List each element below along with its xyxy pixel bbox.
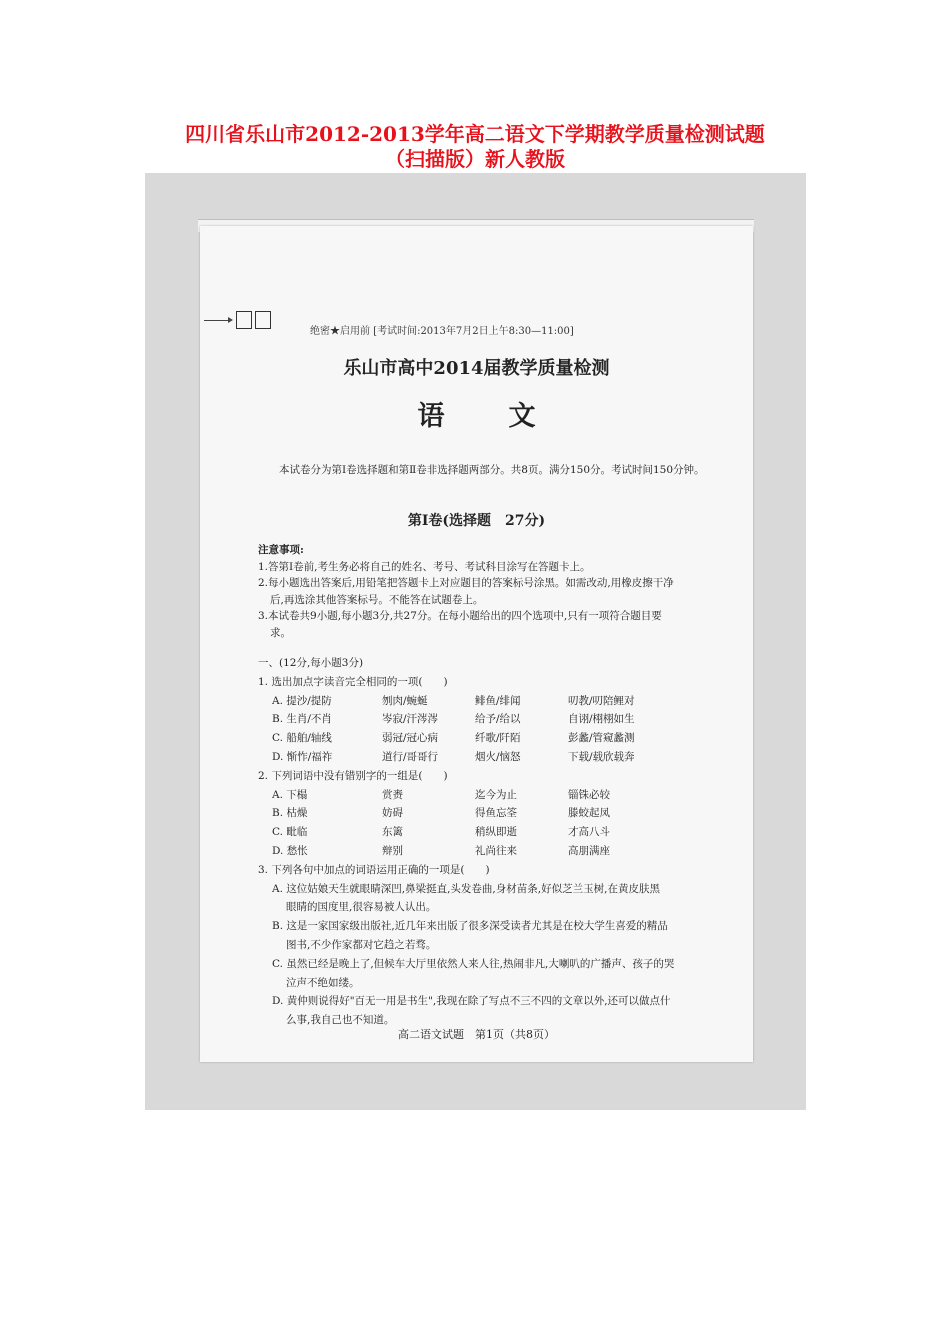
option-cell: 高朋满座	[568, 844, 610, 857]
option-cell: D. 愁怅	[272, 844, 308, 857]
binding-mark	[204, 310, 271, 330]
option-cell: C. 船舶/轴线	[272, 732, 332, 745]
option-cell: 礼尚往来	[475, 844, 517, 857]
option-text-cont: 眼睛的国度里,很容易被人认出。	[286, 901, 437, 914]
question-3-stem: 3. 下列各句中加点的词语运用正确的一项是( )	[258, 863, 490, 876]
option-cell: 辩别	[382, 844, 403, 857]
option-cell: 烟火/恼怒	[475, 750, 521, 763]
subject-title: 语文	[417, 401, 600, 432]
option-cell: 自诩/栩栩如生	[568, 713, 635, 726]
option-cell: 稍纵即逝	[475, 826, 517, 839]
option-text: C. 虽然已经是晚上了,但候车大厅里依然人来人往,热闹非凡,大喇叭的广播声、孩子的哭	[272, 957, 675, 970]
section-heading: 第Ⅰ卷(选择题 27分)	[407, 513, 546, 529]
part1-heading: 一、(12分,每小题3分)	[258, 657, 364, 669]
exam-paper	[200, 226, 753, 1062]
option-cell: 纤歌/阡陌	[475, 732, 521, 745]
option-cell: 才高八斗	[568, 826, 610, 839]
document-title	[0, 122, 950, 172]
exam-title: 乐山市高中2014届教学质量检测	[343, 358, 610, 379]
question-2-option-c	[258, 823, 728, 842]
note-item: 后,再选涂其他答案标号。不能答在试题卷上。	[270, 593, 484, 606]
option-cell: 得鱼忘筌	[475, 807, 517, 820]
question-1-option-b	[258, 710, 728, 729]
option-cell: 叨教/叨陪鲤对	[568, 694, 635, 707]
option-cell: 滕蛟起凤	[568, 807, 610, 820]
option-text-cont: 泣声不绝如缕。	[286, 976, 360, 989]
document-title-line1: 四川省乐山市2012-2013学年高二语文下学期教学质量检测试题	[185, 122, 765, 146]
square-icon	[236, 311, 252, 329]
option-text-cont: 么事,我自己也不知道。	[286, 1014, 395, 1027]
option-cell: 妨碍	[382, 807, 403, 820]
question-2-option-d	[258, 842, 728, 861]
option-cell: 彭蠡/管窥蠡测	[568, 732, 635, 745]
option-text: B. 这是一家国家级出版社,近几年来出版了很多深受读者尤其是在校大学生喜爱的精品	[272, 920, 668, 933]
note-item: 2.每小题选出答案后,用铅笔把答题卡上对应题目的答案标号涂黑。如需改动,用橡皮擦干净	[258, 577, 674, 589]
question-1-option-a	[258, 692, 728, 711]
question-1-stem: 1. 选出加点字读音完全相同的一项( )	[258, 675, 448, 688]
option-cell: B. 枯燥	[272, 807, 308, 820]
question-2-option-a	[258, 786, 728, 805]
question-1-option-c	[258, 729, 728, 748]
notes-heading: 注意事项:	[258, 544, 304, 556]
option-cell: 迄今为止	[475, 788, 517, 801]
option-text-cont: 图书,不少作家都对它趋之若骛。	[286, 938, 437, 951]
option-cell: 锱铢必较	[568, 788, 610, 801]
note-item: 求。	[270, 626, 291, 639]
question-2-stem: 2. 下列词语中没有错别字的一组是( )	[258, 769, 448, 782]
note-item: 3.本试卷共9小题,每小题3分,共27分。在每小题给出的四个选项中,只有一项符合题目要	[258, 610, 662, 622]
question-3-option-a	[258, 880, 728, 918]
question-3-option-c	[258, 955, 728, 993]
question-3-option-b	[258, 917, 728, 955]
option-cell: 下载/载欣载奔	[568, 750, 635, 763]
option-cell: 赏赉	[382, 788, 403, 801]
question-3-option-d	[258, 992, 728, 1030]
option-text: A. 这位姑娘天生就眼睛深凹,鼻梁挺直,头发卷曲,身材苗条,好似芝兰玉树,在黄皮肤黑	[272, 882, 660, 895]
option-cell: C. 毗临	[272, 826, 308, 839]
option-cell: A. 下榻	[272, 788, 308, 801]
option-cell: 岑寂/汗涔涔	[382, 713, 439, 726]
exam-intro: 本试卷分为第Ⅰ卷选择题和第Ⅱ卷非选择题两部分。共8页。满分150分。考试时间150分钟。	[279, 464, 705, 476]
arrow-right-icon	[228, 317, 233, 323]
option-cell: 刎肉/蜿蜒	[382, 694, 428, 707]
document-title-line2: （扫描版）新人教版	[385, 147, 565, 171]
option-text: D. 黄仲则说得好"百无一用是书生",我现在除了写点不三不四的文章以外,还可以做点什	[272, 995, 671, 1008]
question-1-option-d	[258, 748, 728, 767]
option-cell: 给予/给以	[475, 713, 521, 726]
option-cell: 道行/哥哥行	[382, 750, 439, 763]
binding-line	[204, 320, 228, 321]
square-icon	[255, 311, 271, 329]
confidential-note: 绝密★启用前 [考试时间:2013年7月2日上午8:30—11:00]	[310, 326, 574, 337]
question-2-option-b	[258, 804, 728, 823]
questions	[258, 654, 728, 1030]
option-cell: 弱冠/冠心病	[382, 732, 439, 745]
option-cell: B. 生肖/不肖	[272, 713, 332, 726]
notes	[258, 542, 728, 641]
note-item: 1.答第Ⅰ卷前,考生务必将自己的姓名、考号、考试科目涂写在答题卡上。	[258, 560, 591, 573]
page-footer: 高二语文试题 第1页（共8页）	[398, 1028, 555, 1041]
option-cell: 鲱鱼/绯闻	[475, 694, 521, 707]
option-cell: A. 提沙/提防	[272, 694, 332, 707]
option-cell: 东篱	[382, 826, 403, 839]
option-cell: D. 惭怍/福祚	[272, 750, 333, 763]
